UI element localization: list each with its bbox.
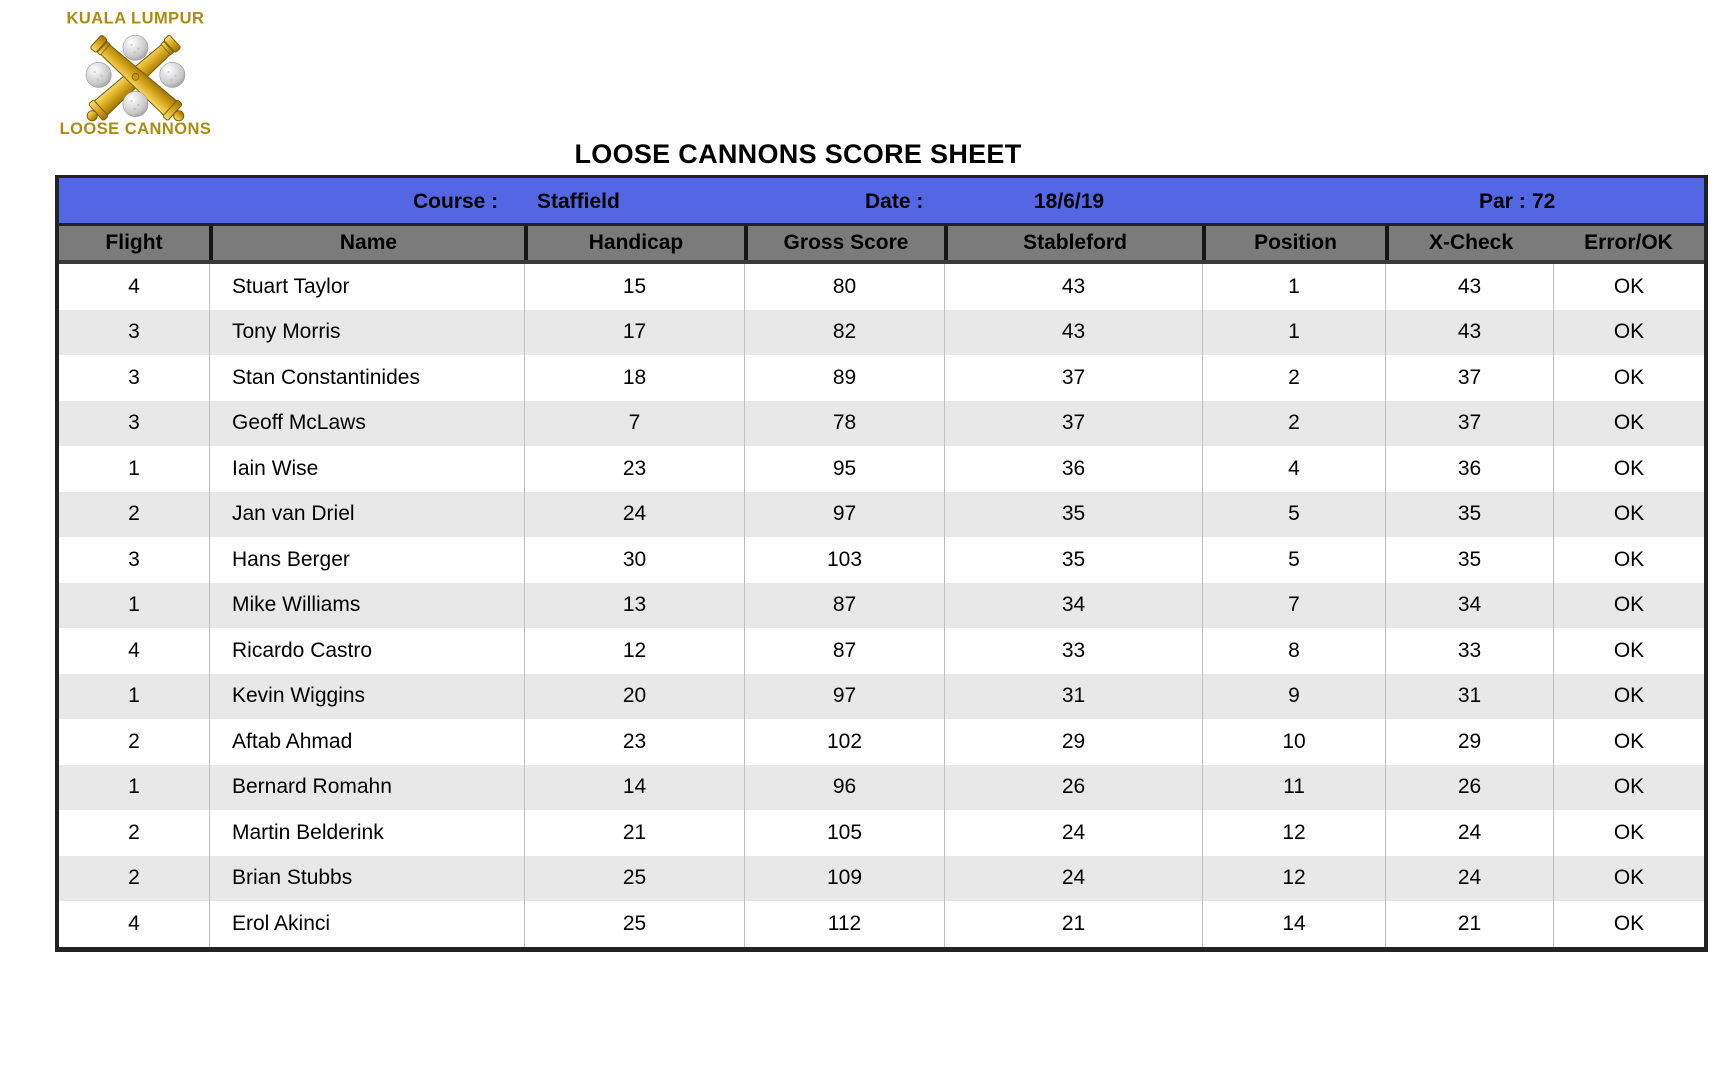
cell-gross-score: 78 (744, 401, 944, 447)
cell-flight: 2 (128, 820, 140, 844)
cell-name: Martin Belderink (209, 810, 524, 856)
cell-x-check: 35 (1385, 492, 1553, 538)
table-header-row (59, 226, 1704, 264)
cell-flight: 4 (128, 638, 140, 662)
cell-stableford: 43 (944, 310, 1202, 356)
cell-error-ok: OK (1553, 583, 1704, 629)
cell-error-ok: OK (1553, 446, 1704, 492)
cell-gross-score: 97 (744, 492, 944, 538)
date-value: 18/6/19 (1034, 190, 1105, 213)
cell-position: 1 (1202, 264, 1385, 310)
cell-flight: 4 (128, 274, 140, 298)
table-row (59, 583, 1704, 629)
column-header-error-ok: Error/OK (1584, 231, 1673, 254)
cell-flight: 3 (128, 320, 140, 344)
cell-error-ok: OK (1553, 264, 1704, 310)
golf-ball-left (86, 62, 111, 87)
cell-name: Bernard Romahn (209, 765, 524, 811)
cell-position: 7 (1202, 583, 1385, 629)
cell-x-check: 37 (1385, 355, 1553, 401)
cell-handicap: 17 (524, 310, 744, 356)
cell-handicap: 14 (524, 765, 744, 811)
cell-x-check: 36 (1385, 446, 1553, 492)
cell-handicap: 25 (524, 901, 744, 947)
golf-ball-bottom (123, 91, 148, 116)
cell-position: 5 (1202, 492, 1385, 538)
cell-stableford: 26 (944, 765, 1202, 811)
golf-ball-top (123, 35, 148, 60)
cell-position: 10 (1202, 719, 1385, 765)
cell-flight: 3 (128, 411, 140, 435)
logo-top-text: KUALA LUMPUR (66, 9, 205, 28)
cell-flight: 1 (128, 593, 140, 617)
cell-handicap: 12 (524, 628, 744, 674)
cell-flight: 1 (128, 456, 140, 480)
cell-stableford: 37 (944, 355, 1202, 401)
table-row (59, 492, 1704, 538)
cell-position: 1 (1202, 310, 1385, 356)
cell-error-ok: OK (1553, 674, 1704, 720)
cell-stableford: 43 (944, 264, 1202, 310)
cell-gross-score: 95 (744, 446, 944, 492)
cell-stableford: 31 (944, 674, 1202, 720)
column-header-gross-score: Gross Score (744, 226, 944, 260)
cell-position: 11 (1202, 765, 1385, 811)
cell-name: Brian Stubbs (209, 856, 524, 902)
column-header-stableford: Stableford (944, 226, 1202, 260)
cell-name: Tony Morris (209, 310, 524, 356)
cell-gross-score: 102 (744, 719, 944, 765)
cell-name: Hans Berger (209, 537, 524, 583)
cell-handicap: 30 (524, 537, 744, 583)
cell-handicap: 20 (524, 674, 744, 720)
cell-error-ok: OK (1553, 810, 1704, 856)
cell-error-ok: OK (1553, 310, 1704, 356)
table-row (59, 810, 1704, 856)
column-header-name: Name (209, 226, 524, 260)
logo-bottom-text: LOOSE CANNONS (59, 120, 212, 137)
cell-name: Geoff McLaws (209, 401, 524, 447)
cell-name: Stuart Taylor (209, 264, 524, 310)
cell-error-ok: OK (1553, 355, 1704, 401)
cell-name: Erol Akinci (209, 901, 524, 947)
cell-error-ok: OK (1553, 492, 1704, 538)
cell-x-check: 43 (1385, 310, 1553, 356)
par-value: 72 (1532, 190, 1556, 213)
cell-name: Iain Wise (209, 446, 524, 492)
cell-name: Aftab Ahmad (209, 719, 524, 765)
cell-position: 14 (1202, 901, 1385, 947)
cell-handicap: 7 (524, 401, 744, 447)
cell-flight: 2 (128, 502, 140, 526)
column-header-position: Position (1202, 226, 1385, 260)
cell-x-check: 24 (1385, 856, 1553, 902)
cell-x-check: 35 (1385, 537, 1553, 583)
cell-stableford: 36 (944, 446, 1202, 492)
cell-gross-score: 87 (744, 628, 944, 674)
cell-gross-score: 82 (744, 310, 944, 356)
cell-handicap: 21 (524, 810, 744, 856)
cell-stableford: 34 (944, 583, 1202, 629)
course-label: Course : (413, 190, 499, 213)
cell-x-check: 26 (1385, 765, 1553, 811)
table-row (59, 901, 1704, 947)
date-label: Date : (865, 190, 924, 213)
cell-x-check: 43 (1385, 264, 1553, 310)
cell-flight: 3 (128, 365, 140, 389)
cell-position: 2 (1202, 355, 1385, 401)
par-label: Par : (1479, 190, 1526, 213)
cell-flight: 1 (128, 684, 140, 708)
cell-handicap: 18 (524, 355, 744, 401)
cell-x-check: 29 (1385, 719, 1553, 765)
cell-stableford: 35 (944, 537, 1202, 583)
cell-x-check: 31 (1385, 674, 1553, 720)
cell-error-ok: OK (1553, 628, 1704, 674)
cell-error-ok: OK (1553, 401, 1704, 447)
info-bar (59, 178, 1704, 226)
cell-handicap: 13 (524, 583, 744, 629)
course-value: Staffield (537, 190, 620, 213)
table-row (59, 355, 1704, 401)
cell-error-ok: OK (1553, 537, 1704, 583)
cell-flight: 2 (128, 729, 140, 753)
table-row (59, 719, 1704, 765)
cell-gross-score: 97 (744, 674, 944, 720)
cell-position: 9 (1202, 674, 1385, 720)
table-row (59, 765, 1704, 811)
cell-error-ok: OK (1553, 765, 1704, 811)
cell-name: Kevin Wiggins (209, 674, 524, 720)
cell-x-check: 21 (1385, 901, 1553, 947)
table-row (59, 674, 1704, 720)
column-header-handicap: Handicap (524, 226, 744, 260)
cell-gross-score: 105 (744, 810, 944, 856)
cell-position: 8 (1202, 628, 1385, 674)
cell-stableford: 24 (944, 810, 1202, 856)
table-row (59, 264, 1704, 310)
column-header-x-check: X-Check (1385, 226, 1553, 260)
cell-name: Mike Williams (209, 583, 524, 629)
cell-flight: 4 (128, 911, 140, 935)
cell-handicap: 23 (524, 446, 744, 492)
cell-gross-score: 112 (744, 901, 944, 947)
cell-flight: 1 (128, 775, 140, 799)
cell-gross-score: 96 (744, 765, 944, 811)
column-header-flight: Flight (105, 231, 163, 254)
cell-gross-score: 109 (744, 856, 944, 902)
cell-handicap: 23 (524, 719, 744, 765)
cell-x-check: 37 (1385, 401, 1553, 447)
score-table-body (59, 264, 1704, 947)
cell-position: 12 (1202, 856, 1385, 902)
cell-position: 4 (1202, 446, 1385, 492)
table-row (59, 310, 1704, 356)
golf-ball-right (160, 62, 185, 87)
cell-stableford: 33 (944, 628, 1202, 674)
cell-flight: 2 (128, 866, 140, 890)
table-row (59, 446, 1704, 492)
table-row (59, 401, 1704, 447)
page-title: LOOSE CANNONS SCORE SHEET (574, 139, 1022, 169)
cell-stableford: 37 (944, 401, 1202, 447)
cell-gross-score: 87 (744, 583, 944, 629)
cell-position: 5 (1202, 537, 1385, 583)
cell-name: Ricardo Castro (209, 628, 524, 674)
cell-error-ok: OK (1553, 901, 1704, 947)
cell-gross-score: 103 (744, 537, 944, 583)
cell-gross-score: 89 (744, 355, 944, 401)
cell-x-check: 24 (1385, 810, 1553, 856)
cell-x-check: 33 (1385, 628, 1553, 674)
cell-stableford: 24 (944, 856, 1202, 902)
cell-handicap: 24 (524, 492, 744, 538)
cell-position: 12 (1202, 810, 1385, 856)
table-row (59, 537, 1704, 583)
cell-handicap: 15 (524, 264, 744, 310)
score-table (55, 175, 1708, 952)
cell-name: Stan Constantinides (209, 355, 524, 401)
cell-error-ok: OK (1553, 856, 1704, 902)
cell-stableford: 35 (944, 492, 1202, 538)
cell-handicap: 25 (524, 856, 744, 902)
table-row (59, 856, 1704, 902)
cell-gross-score: 80 (744, 264, 944, 310)
table-row (59, 628, 1704, 674)
cell-name: Jan van Driel (209, 492, 524, 538)
cell-error-ok: OK (1553, 719, 1704, 765)
cell-x-check: 34 (1385, 583, 1553, 629)
cell-stableford: 29 (944, 719, 1202, 765)
club-logo (55, 6, 215, 137)
cell-flight: 3 (128, 547, 140, 571)
cell-stableford: 21 (944, 901, 1202, 947)
cell-position: 2 (1202, 401, 1385, 447)
